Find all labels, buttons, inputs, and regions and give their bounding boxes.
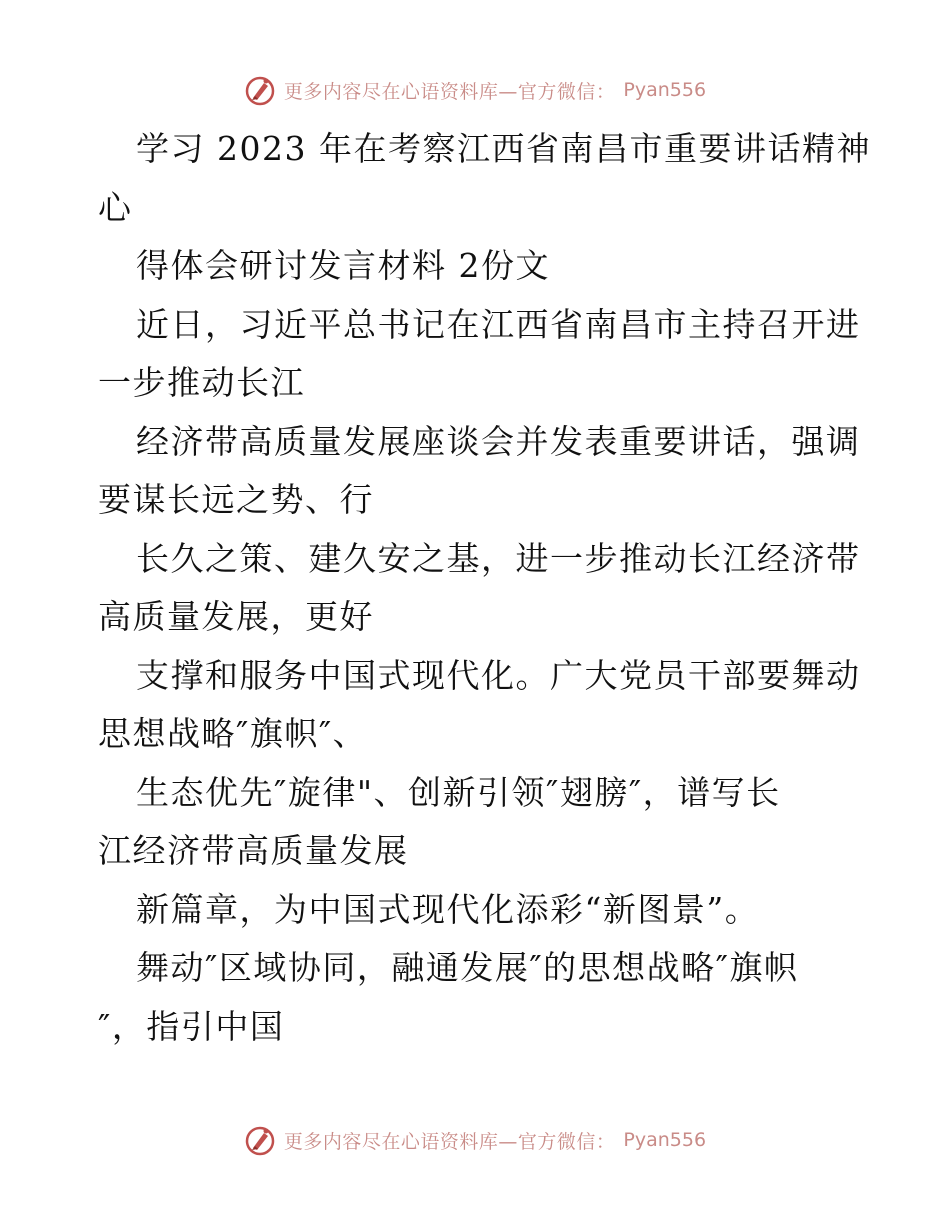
text-line: 新篇章，为中国式现代化添彩“新图景”。 — [136, 889, 760, 929]
header-watermark — [0, 70, 950, 110]
text-line: ″，指引中国 — [98, 1006, 285, 1046]
text-line: 生态优先″旋律"、创新引领″翅膀″，谱写长 — [136, 772, 781, 812]
text-line: 一步推动长江 — [98, 363, 305, 402]
document-body — [98, 120, 871, 1056]
pen-logo-icon — [244, 74, 276, 106]
text-line: 得体会研讨发言材料 2份文 — [136, 246, 550, 285]
text-line: 支撑和服务中国式现代化。广大党员干部要舞动 — [136, 655, 861, 695]
watermark-group — [244, 74, 706, 106]
watermark-text: 更多内容尽在心语资料库—官方微信： — [283, 1130, 616, 1153]
footer-watermark — [0, 1120, 950, 1160]
watermark-wechat-id: Pyan556 — [623, 1129, 707, 1151]
text-line: 经济带高质量发展座谈会并发表重要讲话，强调 — [136, 421, 861, 461]
text-line: 高质量发展，更好 — [98, 597, 374, 636]
text-line: 舞动″区域协同，融通发展″的思想战略″旗帜 — [136, 948, 799, 987]
pen-logo-icon — [244, 1124, 276, 1156]
text-line: 心 — [98, 187, 133, 227]
text-line: 思想战略″旗帜″、 — [98, 714, 368, 753]
watermark-group — [244, 1124, 706, 1156]
watermark-text: 更多内容尽在心语资料库—官方微信： — [283, 80, 616, 103]
text-line: 江经济带高质量发展 — [98, 831, 409, 870]
text-line: 学习 2023 年在考察江西省南昌市重要讲话精神 — [136, 129, 871, 168]
text-line: 长久之策、建久安之基，进一步推动长江经济带 — [136, 538, 861, 578]
watermark-wechat-id: Pyan556 — [623, 79, 707, 101]
text-line: 近日，习近平总书记在江西省南昌市主持召开进 — [136, 304, 861, 344]
text-line: 要谋长远之势、行 — [98, 480, 374, 519]
